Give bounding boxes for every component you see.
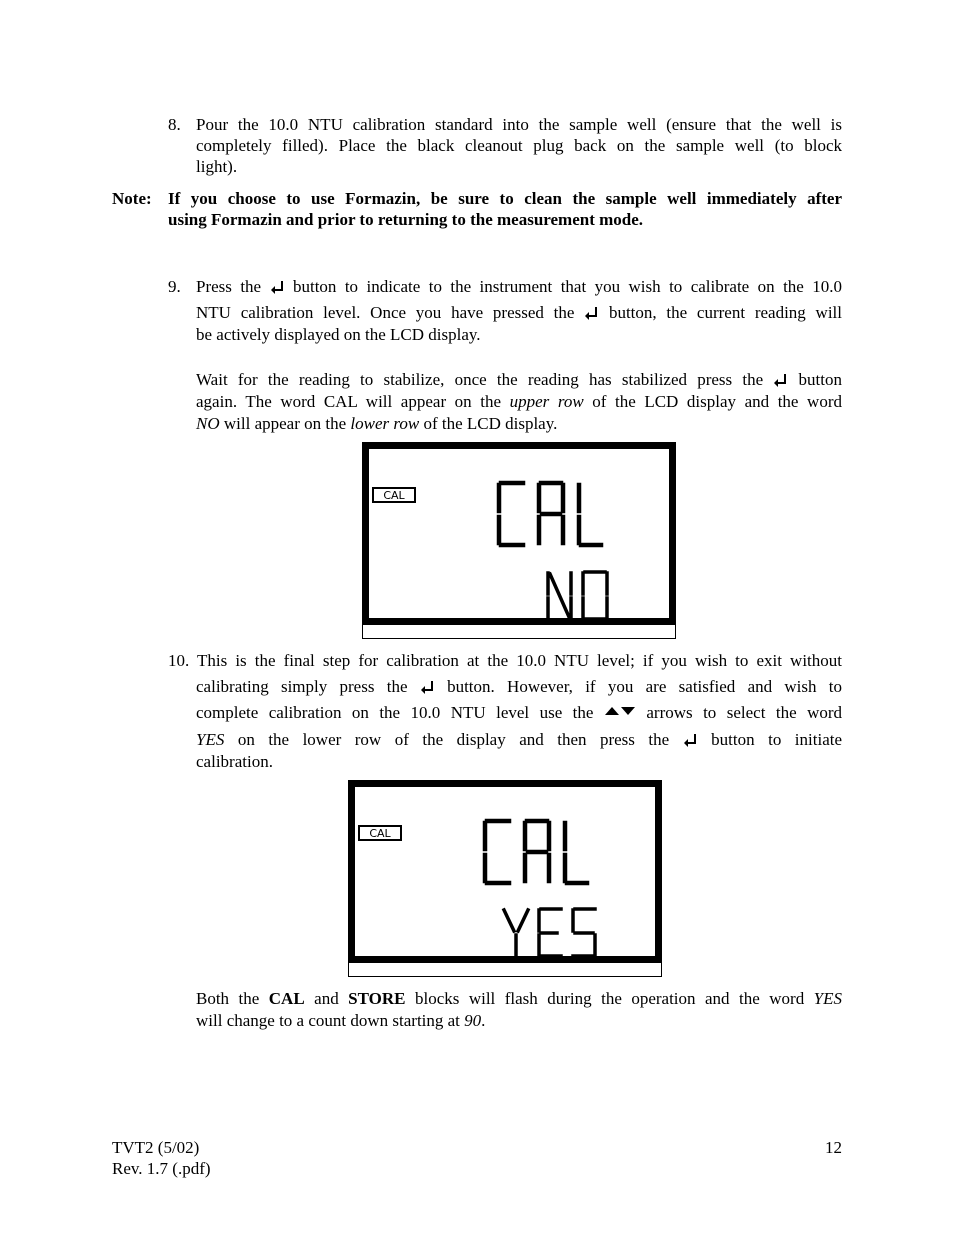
text-run-bold: CAL	[268, 989, 305, 1008]
step-number: 8.	[168, 115, 181, 134]
step-text-line	[196, 1010, 485, 1031]
text-run-italic: NO	[196, 414, 220, 433]
text-run: NTU calibration level. Once you have pressed the	[196, 303, 575, 322]
step-text-line	[196, 702, 842, 723]
enter-key-icon	[270, 280, 285, 294]
step-text-line	[168, 650, 842, 671]
text-run: of the LCD display.	[423, 414, 558, 433]
step-text-line	[196, 369, 842, 390]
text-run-italic: upper row	[509, 392, 584, 411]
step-text-line: Pour the 10.0 NTU calibration standard into the sample well (ensure that the well is	[196, 115, 842, 134]
text-run: .	[481, 1011, 486, 1030]
up-down-arrows-icon	[604, 703, 636, 722]
text-run: Both the	[196, 989, 260, 1008]
enter-key-icon	[683, 733, 698, 747]
text-run-italic: YES	[813, 989, 843, 1008]
text-run-bold: STORE	[348, 989, 406, 1008]
text-run: again. The word CAL will appear on the	[196, 392, 502, 411]
enter-key-icon	[584, 306, 599, 320]
text-run: complete calibration on the 10.0 NTU level use the	[196, 703, 594, 722]
step-text-line: calibration.	[196, 752, 273, 771]
lcd-lower-row-segments	[501, 907, 601, 959]
step-text-line	[196, 413, 557, 434]
lcd-bottom-strip	[362, 625, 676, 639]
text-run: and	[314, 989, 339, 1008]
text-run: button to indicate to the instrument that you wish to calibrate on the 10.0	[292, 277, 843, 296]
text-run: button to initiate	[711, 730, 843, 749]
step-text-line: light).	[196, 157, 238, 176]
text-run: This is the final step for calibration at the 10.0 NTU level; if you wish to exit without	[197, 651, 842, 670]
footer-revision: Rev. 1.7 (.pdf)	[112, 1159, 211, 1178]
note-text-line: using Formazin and prior to returning to the measurement mode.	[168, 210, 644, 229]
step-number: 9.	[168, 277, 181, 296]
text-run: Press the	[196, 277, 262, 296]
step-text-line	[196, 988, 842, 1009]
lcd-screen	[362, 442, 676, 625]
down-arrow-icon	[620, 706, 636, 716]
enter-key-icon	[773, 373, 788, 387]
step-text-line	[196, 276, 842, 297]
text-run: on the lower row of the display and then press the	[237, 730, 670, 749]
text-run: blocks will flash during the operation and the word	[414, 989, 805, 1008]
up-arrow-icon	[604, 706, 620, 716]
step-text-line	[196, 391, 842, 412]
page-number: 12	[825, 1138, 842, 1157]
footer-doc-id: TVT2 (5/02)	[112, 1138, 200, 1157]
step-text-line: be actively displayed on the LCD display.	[196, 325, 481, 344]
lcd-screen	[348, 780, 662, 963]
lcd-cal-indicator: CAL	[358, 825, 402, 841]
text-run: will appear on the	[223, 414, 347, 433]
step-number: 10.	[168, 651, 190, 670]
step-text-line: completely filled). Place the black cleanout plug back on the sample well (to block	[196, 136, 842, 155]
text-run: button. However, if you are satisfied and wish to	[447, 677, 843, 696]
text-run: will change to a count down starting at	[196, 1011, 460, 1030]
enter-key-icon	[420, 680, 435, 694]
lcd-upper-row-segments	[495, 479, 615, 549]
text-run: button, the current reading will	[608, 303, 842, 322]
text-run-italic: 90	[464, 1011, 482, 1030]
text-run-italic: lower row	[350, 414, 420, 433]
lcd-bottom-strip	[348, 963, 662, 977]
text-run: arrows to select the word	[646, 703, 843, 722]
text-run: calibrating simply press the	[196, 677, 408, 696]
step-text-line	[196, 729, 842, 750]
step-text-line	[196, 302, 842, 323]
lcd-cal-indicator: CAL	[372, 487, 416, 503]
lcd-lower-row-segments	[545, 570, 615, 622]
note-label: Note:	[112, 189, 152, 208]
text-run: Wait for the reading to stabilize, once the reading has stabilized press the	[196, 370, 764, 389]
text-run: button	[798, 370, 842, 389]
lcd-upper-row-segments	[481, 817, 601, 887]
text-run: of the LCD display and the word	[592, 392, 842, 411]
text-run-italic: YES	[196, 730, 225, 749]
note-text-line: If you choose to use Formazin, be sure to clean the sample well immediately after	[168, 189, 842, 208]
step-text-line	[196, 676, 842, 697]
